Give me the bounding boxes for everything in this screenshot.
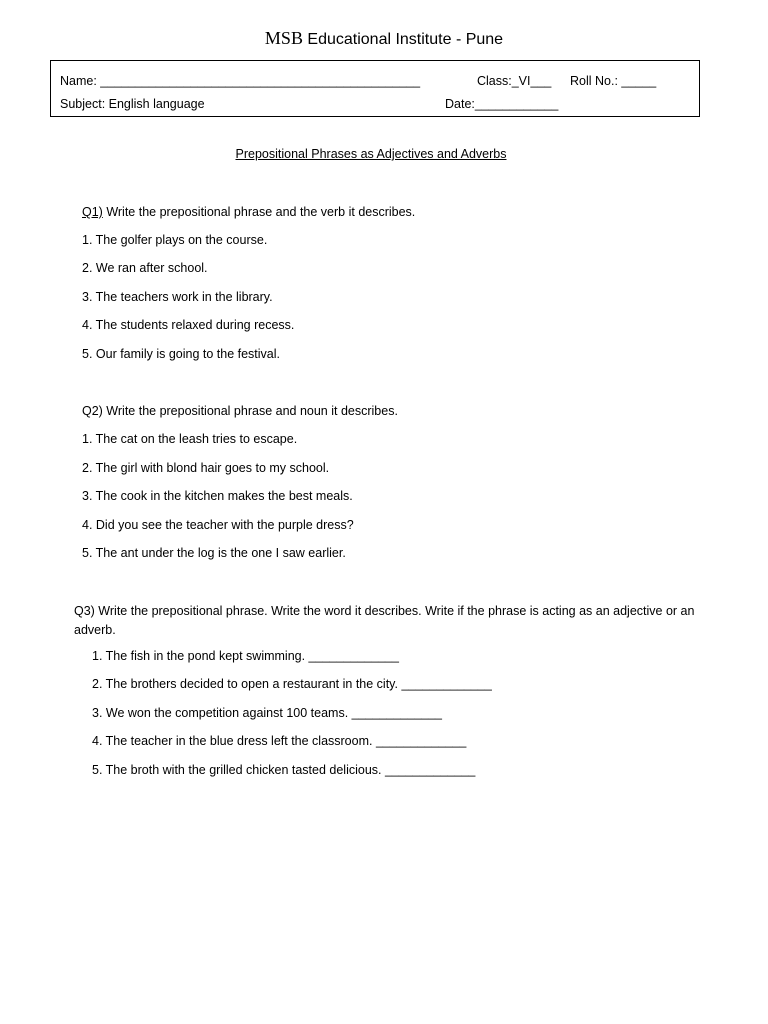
list-item: 2. We ran after school. (82, 261, 208, 275)
worksheet-heading: Prepositional Phrases as Adjectives and Adverbs (235, 147, 507, 161)
list-item: 2. The girl with blond hair goes to my school. (82, 461, 330, 475)
list-item: 1. The fish in the pond kept swimming. _____________ (92, 649, 399, 663)
list-item: 5. The ant under the log is the one I saw earlier. (82, 546, 346, 560)
date-field: Date:____________ (445, 97, 559, 111)
list-item: 5. Our family is going to the festival. (82, 347, 281, 361)
list-item: 1. The cat on the leash tries to escape. (82, 432, 298, 446)
page-title: MSB Educational Institute - Pune (264, 28, 504, 48)
subject-field: Subject: English language (60, 97, 205, 111)
name-field: Name: ______________________________________________ (60, 74, 421, 88)
q2-prompt: Q2) Write the prepositional phrase and noun it describes. (82, 404, 398, 418)
roll-field: Roll No.: _____ (570, 74, 657, 88)
list-item: 3. The teachers work in the library. (82, 290, 273, 304)
list-item: 2. The brothers decided to open a restaurant in the city. _____________ (92, 677, 492, 691)
list-item: 3. The cook in the kitchen makes the best meals. (82, 489, 353, 503)
q3-prompt: Q3) Write the prepositional phrase. Write the word it describes. Write if the phrase is acting as an adjective or an adverb. (74, 604, 695, 637)
list-item: 4. The students relaxed during recess. (82, 318, 295, 332)
list-item: 4. Did you see the teacher with the purple dress? (82, 518, 354, 532)
q1-prompt: Q1) Write the prepositional phrase and the verb it describes. (82, 205, 416, 219)
list-item: 5. The broth with the grilled chicken tasted delicious. _____________ (92, 763, 476, 777)
class-field: Class:_VI___ (477, 74, 552, 88)
list-item: 3. We won the competition against 100 teams. _____________ (92, 706, 443, 720)
list-item: 1. The golfer plays on the course. (82, 233, 268, 247)
list-item: 4. The teacher in the blue dress left the classroom. _____________ (92, 734, 467, 748)
